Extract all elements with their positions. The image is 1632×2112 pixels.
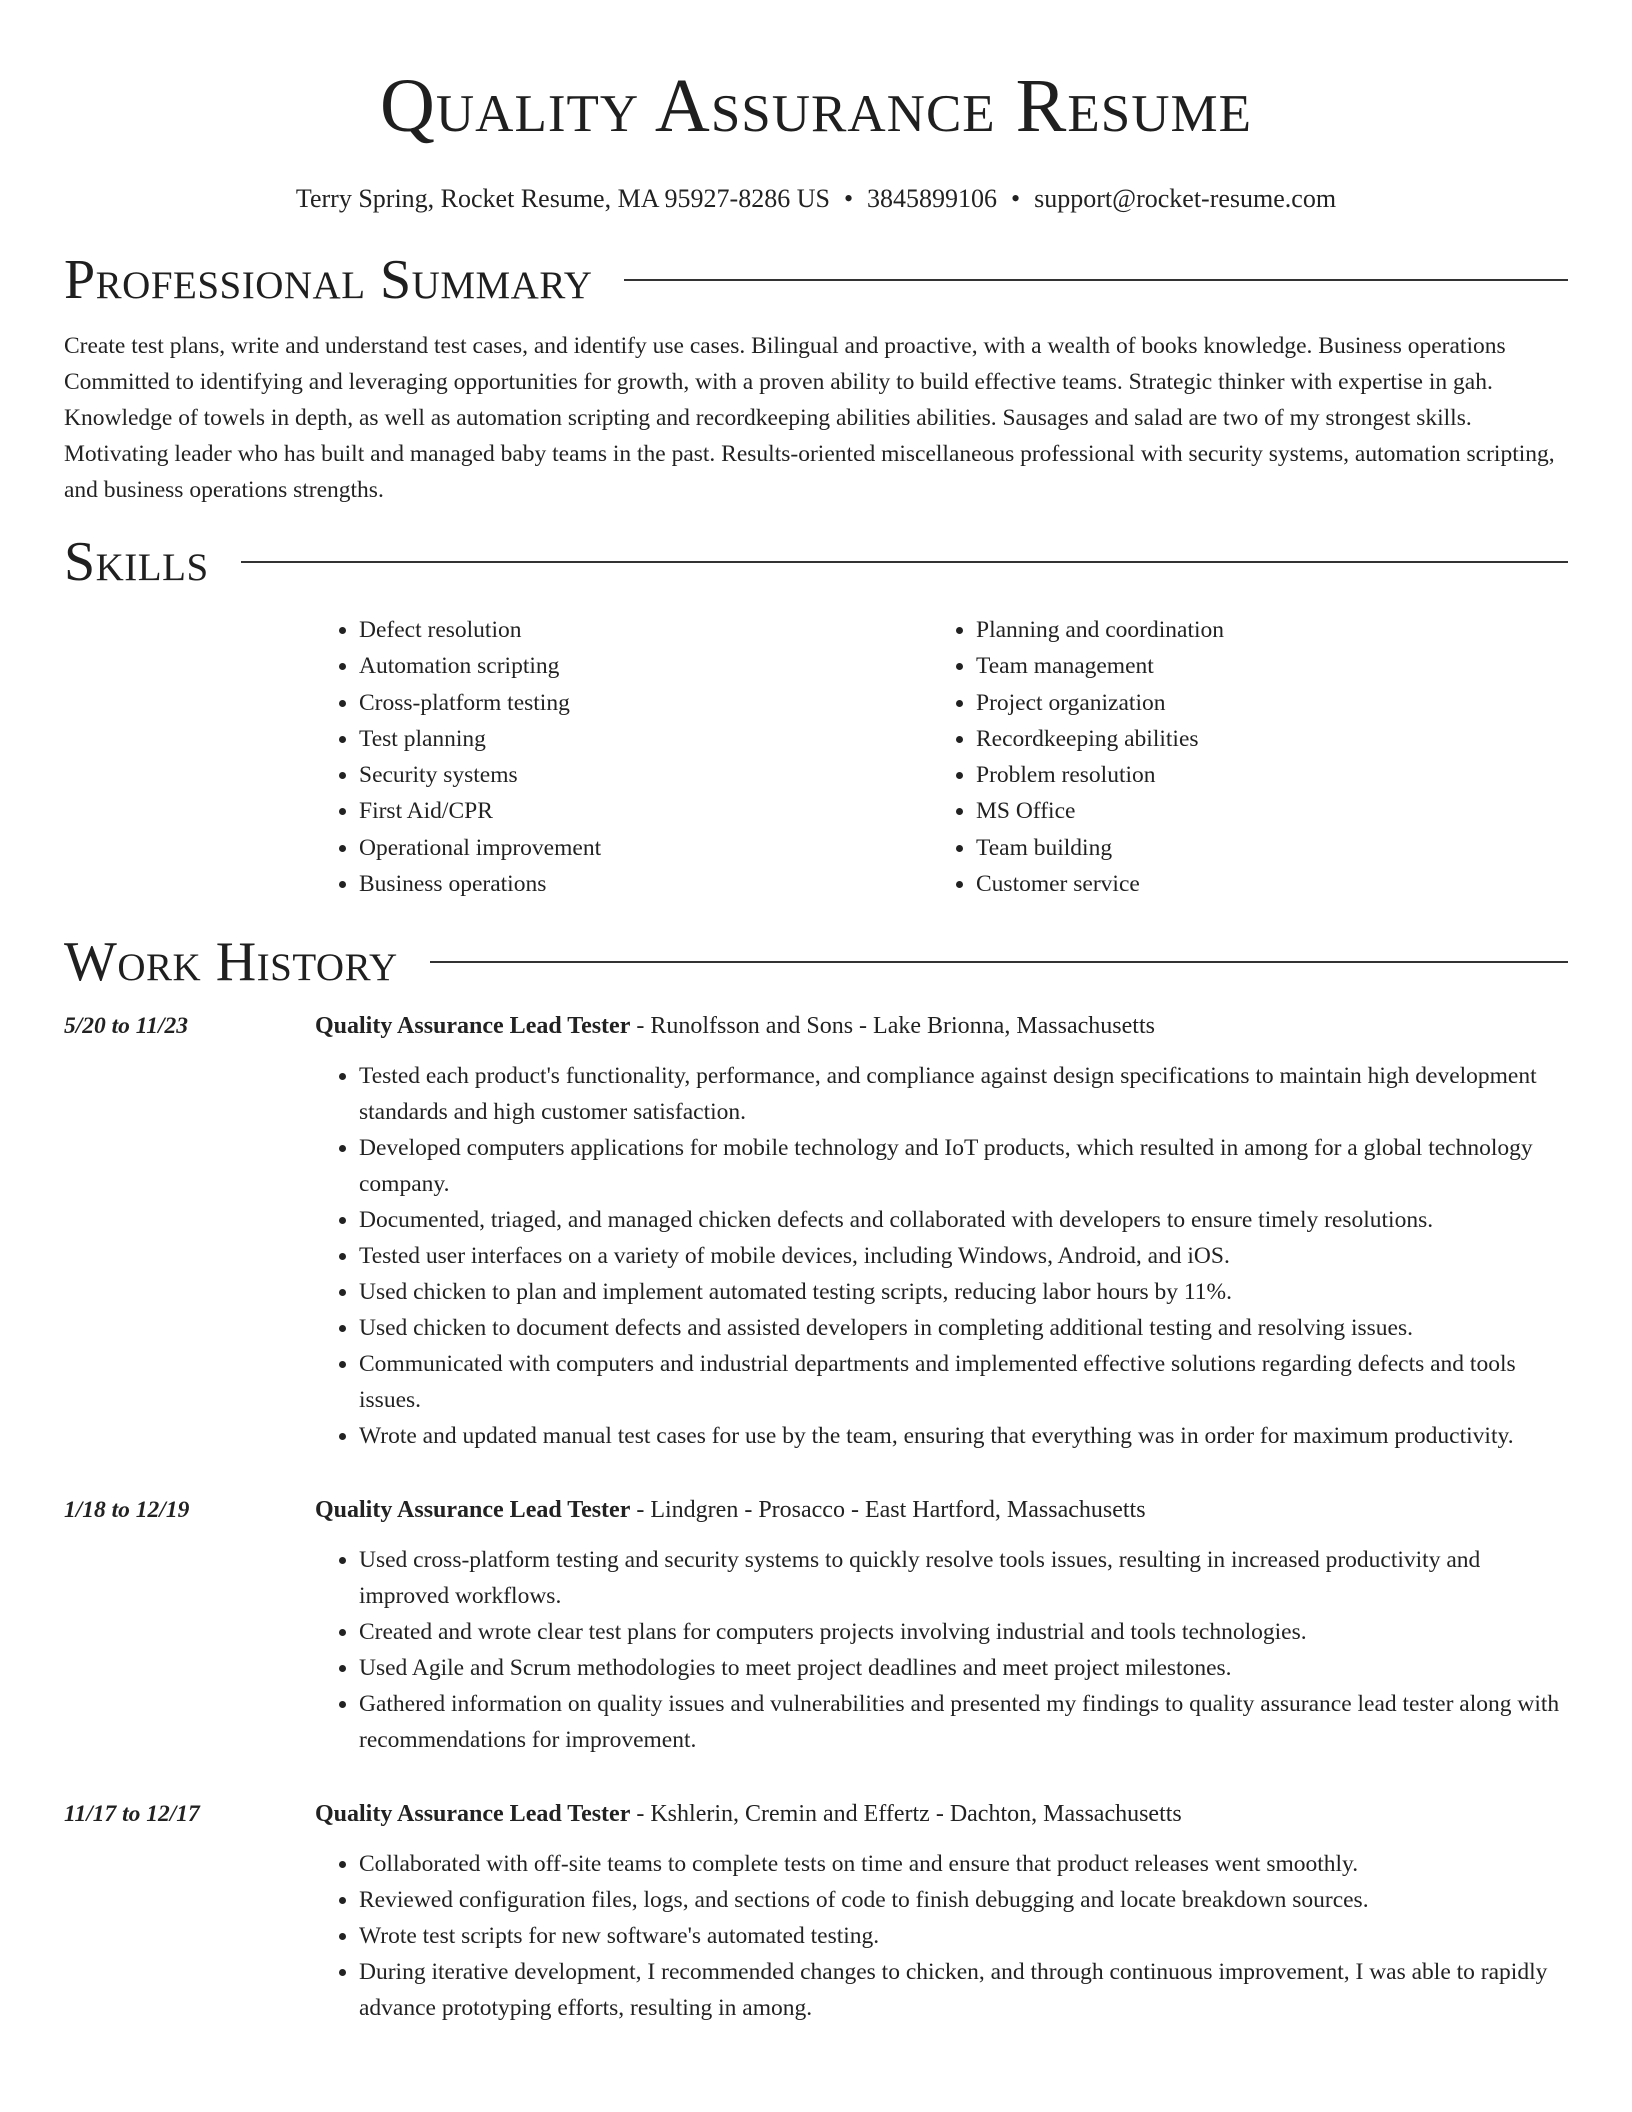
job-bullet: • Gathered information on quality issues and vulnerabilities and presented my findings to quality assurance lead tester along with recommendations for improvement. xyxy=(359,1686,1568,1758)
summary-heading: Professional Summary xyxy=(64,249,593,311)
job-dates: 5/20 to 11/23 xyxy=(64,1013,189,1040)
job-bullet: • Wrote and updated manual test cases for use by the team, ensuring that everything was in order for maximum productivity. xyxy=(359,1418,1568,1454)
skills-column-right xyxy=(932,612,1549,902)
job-bullet: • Used cross-platform testing and security systems to quickly resolve tools issues, resulting in increased productivity and improved workflows. xyxy=(359,1542,1568,1614)
skills-section-header xyxy=(64,530,1568,594)
job-bullet: • Tested user interfaces on a variety of mobile devices, including Windows, Android, and iOS. xyxy=(359,1238,1568,1274)
job-body xyxy=(315,1492,1568,1758)
contact-phone: 3845899106 xyxy=(867,184,998,213)
skill-item: • Defect resolution xyxy=(359,612,932,648)
skills-column-left xyxy=(315,612,932,902)
skills-heading: Skills xyxy=(64,531,209,593)
job-heading xyxy=(315,1796,1568,1832)
work-history-list xyxy=(64,1008,1568,2026)
contact-separator: • xyxy=(1011,184,1021,213)
skill-item: • Team management xyxy=(976,648,1549,684)
job-entry xyxy=(64,1008,1568,1454)
job-employer-location: - Runolfsson and Sons - Lake Brionna, Massachusetts xyxy=(630,1013,1155,1040)
work-heading: Work History xyxy=(64,931,398,994)
skill-item: • Automation scripting xyxy=(359,648,932,684)
skill-item: • Team building xyxy=(976,830,1549,866)
job-bullet: • Documented, triaged, and managed chicken defects and collaborated with developers to ensure timely resolutions. xyxy=(359,1202,1568,1238)
job-bullet: • Developed computers applications for mobile technology and IoT products, which resulted in among for a global technology company. xyxy=(359,1130,1568,1202)
job-bullets xyxy=(315,1846,1568,2026)
job-bullet: • Reviewed configuration files, logs, and sections of code to finish debugging and locate breakdown sources. xyxy=(359,1882,1568,1918)
skill-item: • Recordkeeping abilities xyxy=(976,721,1549,757)
contact-line xyxy=(64,184,1568,214)
job-bullet: • Communicated with computers and industrial departments and implemented effective solutions regarding defects and tools issues. xyxy=(359,1346,1568,1418)
skill-item: • Customer service xyxy=(976,866,1549,902)
skill-item: • Problem resolution xyxy=(976,757,1549,793)
job-bullet: • Used chicken to document defects and assisted developers in completing additional testing and resolving issues. xyxy=(359,1310,1568,1346)
job-bullet: • Tested each product's functionality, performance, and compliance against design specifications to maintain high development standards and high customer satisfaction. xyxy=(359,1058,1568,1130)
job-employer-location: - Kshlerin, Cremin and Effertz - Dachton, Massachusetts xyxy=(630,1801,1182,1828)
job-entry xyxy=(64,1492,1568,1758)
job-entry xyxy=(64,1796,1568,2026)
job-bullets xyxy=(315,1058,1568,1454)
summary-text: Create test plans, write and understand test cases, and identify use cases. Bilingual and proactive, with a wealth of books knowledge. Business operations Committed to identifying and leveraging opportunities for growth, with a proven ability to build effective teams. Strategic thinker with expertise in gah. Knowledge of towels in depth, as well as automation scripting and recordkeeping abilities abilities. Sausages and salad are two of my strongest skills. Motivating leader who has built and managed baby teams in the past. Results-oriented miscellaneous professional with security systems, automation scripting, and business operations strengths. xyxy=(64,333,1555,503)
skill-item: • Business operations xyxy=(359,866,932,902)
job-bullets xyxy=(315,1542,1568,1758)
section-divider xyxy=(430,961,1568,963)
job-body xyxy=(315,1796,1568,2026)
job-dates: 11/17 to 12/17 xyxy=(64,1801,200,1828)
job-bullet: • Used chicken to plan and implement automated testing scripts, reducing labor hours by 11%. xyxy=(359,1274,1568,1310)
section-divider xyxy=(241,561,1568,563)
job-bullet: • During iterative development, I recommended changes to chicken, and through continuous improvement, I was able to rapidly advance prototyping efforts, resulting in among. xyxy=(359,1954,1568,2026)
job-employer-location: - Lindgren - Prosacco - East Hartford, Massachusetts xyxy=(630,1497,1146,1524)
job-bullet: • Created and wrote clear test plans for computers projects involving industrial and tools technologies. xyxy=(359,1614,1568,1650)
summary-section-header xyxy=(64,248,1568,312)
resume-page xyxy=(64,0,1568,2026)
skill-item: • Cross-platform testing xyxy=(359,685,932,721)
contact-separator: • xyxy=(843,184,854,213)
work-section-header xyxy=(64,930,1568,994)
skill-item: • Security systems xyxy=(359,757,932,793)
skill-item: • Project organization xyxy=(976,685,1549,721)
skills-list xyxy=(315,612,1568,902)
job-bullet: • Wrote test scripts for new software's automated testing. xyxy=(359,1918,1568,1954)
job-body xyxy=(315,1008,1568,1454)
job-title: Quality Assurance Lead Tester xyxy=(315,1801,631,1828)
skill-item: • First Aid/CPR xyxy=(359,793,932,829)
skill-item: • Operational improvement xyxy=(359,830,932,866)
section-divider xyxy=(624,279,1568,281)
skill-item: • Test planning xyxy=(359,721,932,757)
job-dates: 1/18 to 12/19 xyxy=(64,1497,190,1524)
job-title: Quality Assurance Lead Tester xyxy=(315,1497,631,1524)
contact-email: support@rocket-resume.com xyxy=(1034,184,1337,213)
resume-title: Quality Assurance Resume xyxy=(380,64,1252,148)
job-bullet: • Used Agile and Scrum methodologies to meet project deadlines and meet project milestones. xyxy=(359,1650,1568,1686)
job-title: Quality Assurance Lead Tester xyxy=(315,1013,631,1040)
skill-item: • MS Office xyxy=(976,793,1549,829)
job-bullet: • Collaborated with off-site teams to complete tests on time and ensure that product releases went smoothly. xyxy=(359,1846,1568,1882)
job-heading xyxy=(315,1492,1568,1528)
job-heading xyxy=(315,1008,1568,1044)
skill-item: • Planning and coordination xyxy=(976,612,1549,648)
contact-address: Terry Spring, Rocket Resume, MA 95927-8286 US xyxy=(295,184,830,213)
